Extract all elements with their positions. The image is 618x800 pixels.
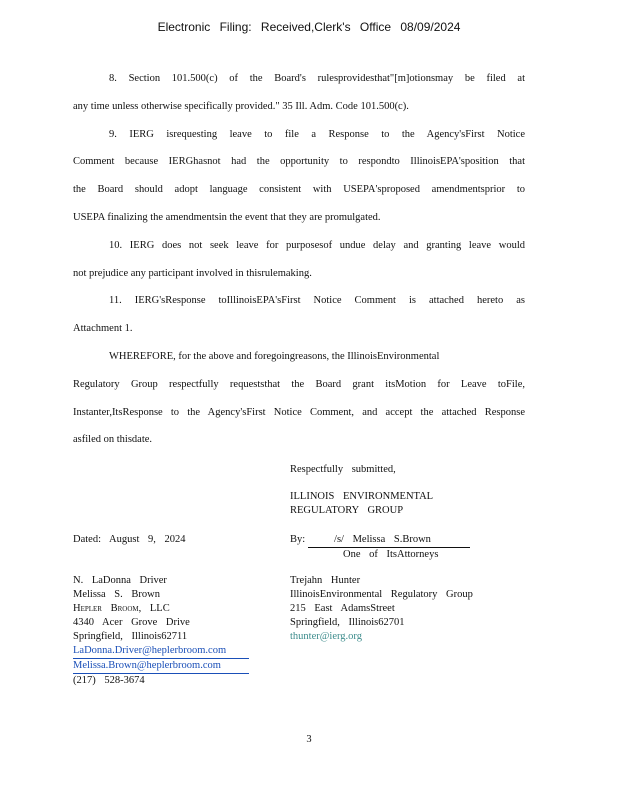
body-line: USEPA finalizing the amendmentsin the event that they are promulgated. [73, 211, 381, 223]
body-line: Comment because IERGhasnot had the opportunity to respondto IllinoisEPA'sposition that [73, 156, 525, 168]
body-line: Attachment 1. [73, 323, 133, 335]
body-line: the Board should adopt language consistent with USEPA'sproposed amendmentsprior to [73, 184, 525, 196]
body-line: WHEREFORE, for the above and foregoingreasons, the IllinoisEnvironmental [109, 350, 440, 362]
one-of-attorneys: One of ItsAttorneys [343, 549, 439, 560]
right-contact-block [290, 574, 473, 644]
closing-text: Respectfully submitted, [290, 464, 396, 475]
signature-block [290, 463, 433, 518]
body-line: not prejudice any participant involved in thisrulemaking. [73, 267, 312, 279]
attorney-name-1: N. LaDonna Driver [73, 575, 167, 586]
body-line: 8. Section 101.500(c) of the Board's rulesprovidesthat"[m]otionsmay be filed at [109, 73, 525, 84]
firm-name-part-a: Hepler [73, 603, 102, 614]
email-link-brown[interactable]: Melissa.Brown@heplerbroom.com [73, 659, 249, 674]
firm-name [73, 602, 249, 616]
contact-address-2: Springfield, Illinois62701 [290, 617, 405, 628]
left-contact-block [73, 574, 249, 688]
body-line: Instanter,ItsResponse to the Agency'sFirst Notice Comment, and accept the attached Response [73, 406, 525, 418]
phone-number: (217) 528-3674 [73, 675, 145, 686]
signature-text: /s/ Melissa S.Brown [334, 534, 431, 545]
by-label: By: [290, 534, 306, 545]
signature-line [308, 533, 470, 548]
motion-body [73, 72, 525, 461]
body-line: 9. IERG isrequesting leave to file a Response to the Agency'sFirst Notice [109, 128, 525, 140]
firm-address-2: Springfield, Illinois62711 [73, 631, 188, 642]
contact-org: IllinoisEnvironmental Regulatory Group [290, 589, 473, 600]
firm-name-part-b: Broom [110, 603, 139, 614]
body-line: asfiled on thisdate. [73, 434, 153, 446]
contact-email-link[interactable]: thunter@ierg.org [290, 631, 362, 642]
contact-name: Trejahn Hunter [290, 575, 361, 586]
attorney-name-2: Melissa S. Brown [73, 589, 160, 600]
page-number: 3 [306, 734, 312, 745]
by-line [290, 533, 470, 562]
dated-line: Dated: August 9, 2024 [73, 534, 186, 545]
body-line: 11. IERG'sResponse toIllinoisEPA'sFirst Notice Comment is attached hereto as [109, 295, 525, 307]
org-name-line2: REGULATORY GROUP [290, 505, 404, 516]
org-name-line1: ILLINOIS ENVIRONMENTAL [290, 491, 434, 502]
body-line: any time unless otherwise specifically provided." 35 Ill. Adm. Code 101.500(c). [73, 100, 409, 112]
firm-address-1: 4340 Acer Grove Drive [73, 617, 190, 628]
body-line: 10. IERG does not seek leave for purposesof undue delay and granting leave would [109, 239, 525, 251]
body-line: Regulatory Group respectfully requeststhat the Board grant itsMotion for Leave toFile, [73, 378, 525, 390]
filing-header: Electronic Filing: Received,Clerk's Office 08/09/2024 [157, 20, 461, 34]
firm-suffix: , LLC [138, 603, 170, 614]
contact-address-1: 215 East AdamsStreet [290, 603, 395, 614]
email-link-driver[interactable]: LaDonna.Driver@heplerbroom.com [73, 644, 249, 659]
